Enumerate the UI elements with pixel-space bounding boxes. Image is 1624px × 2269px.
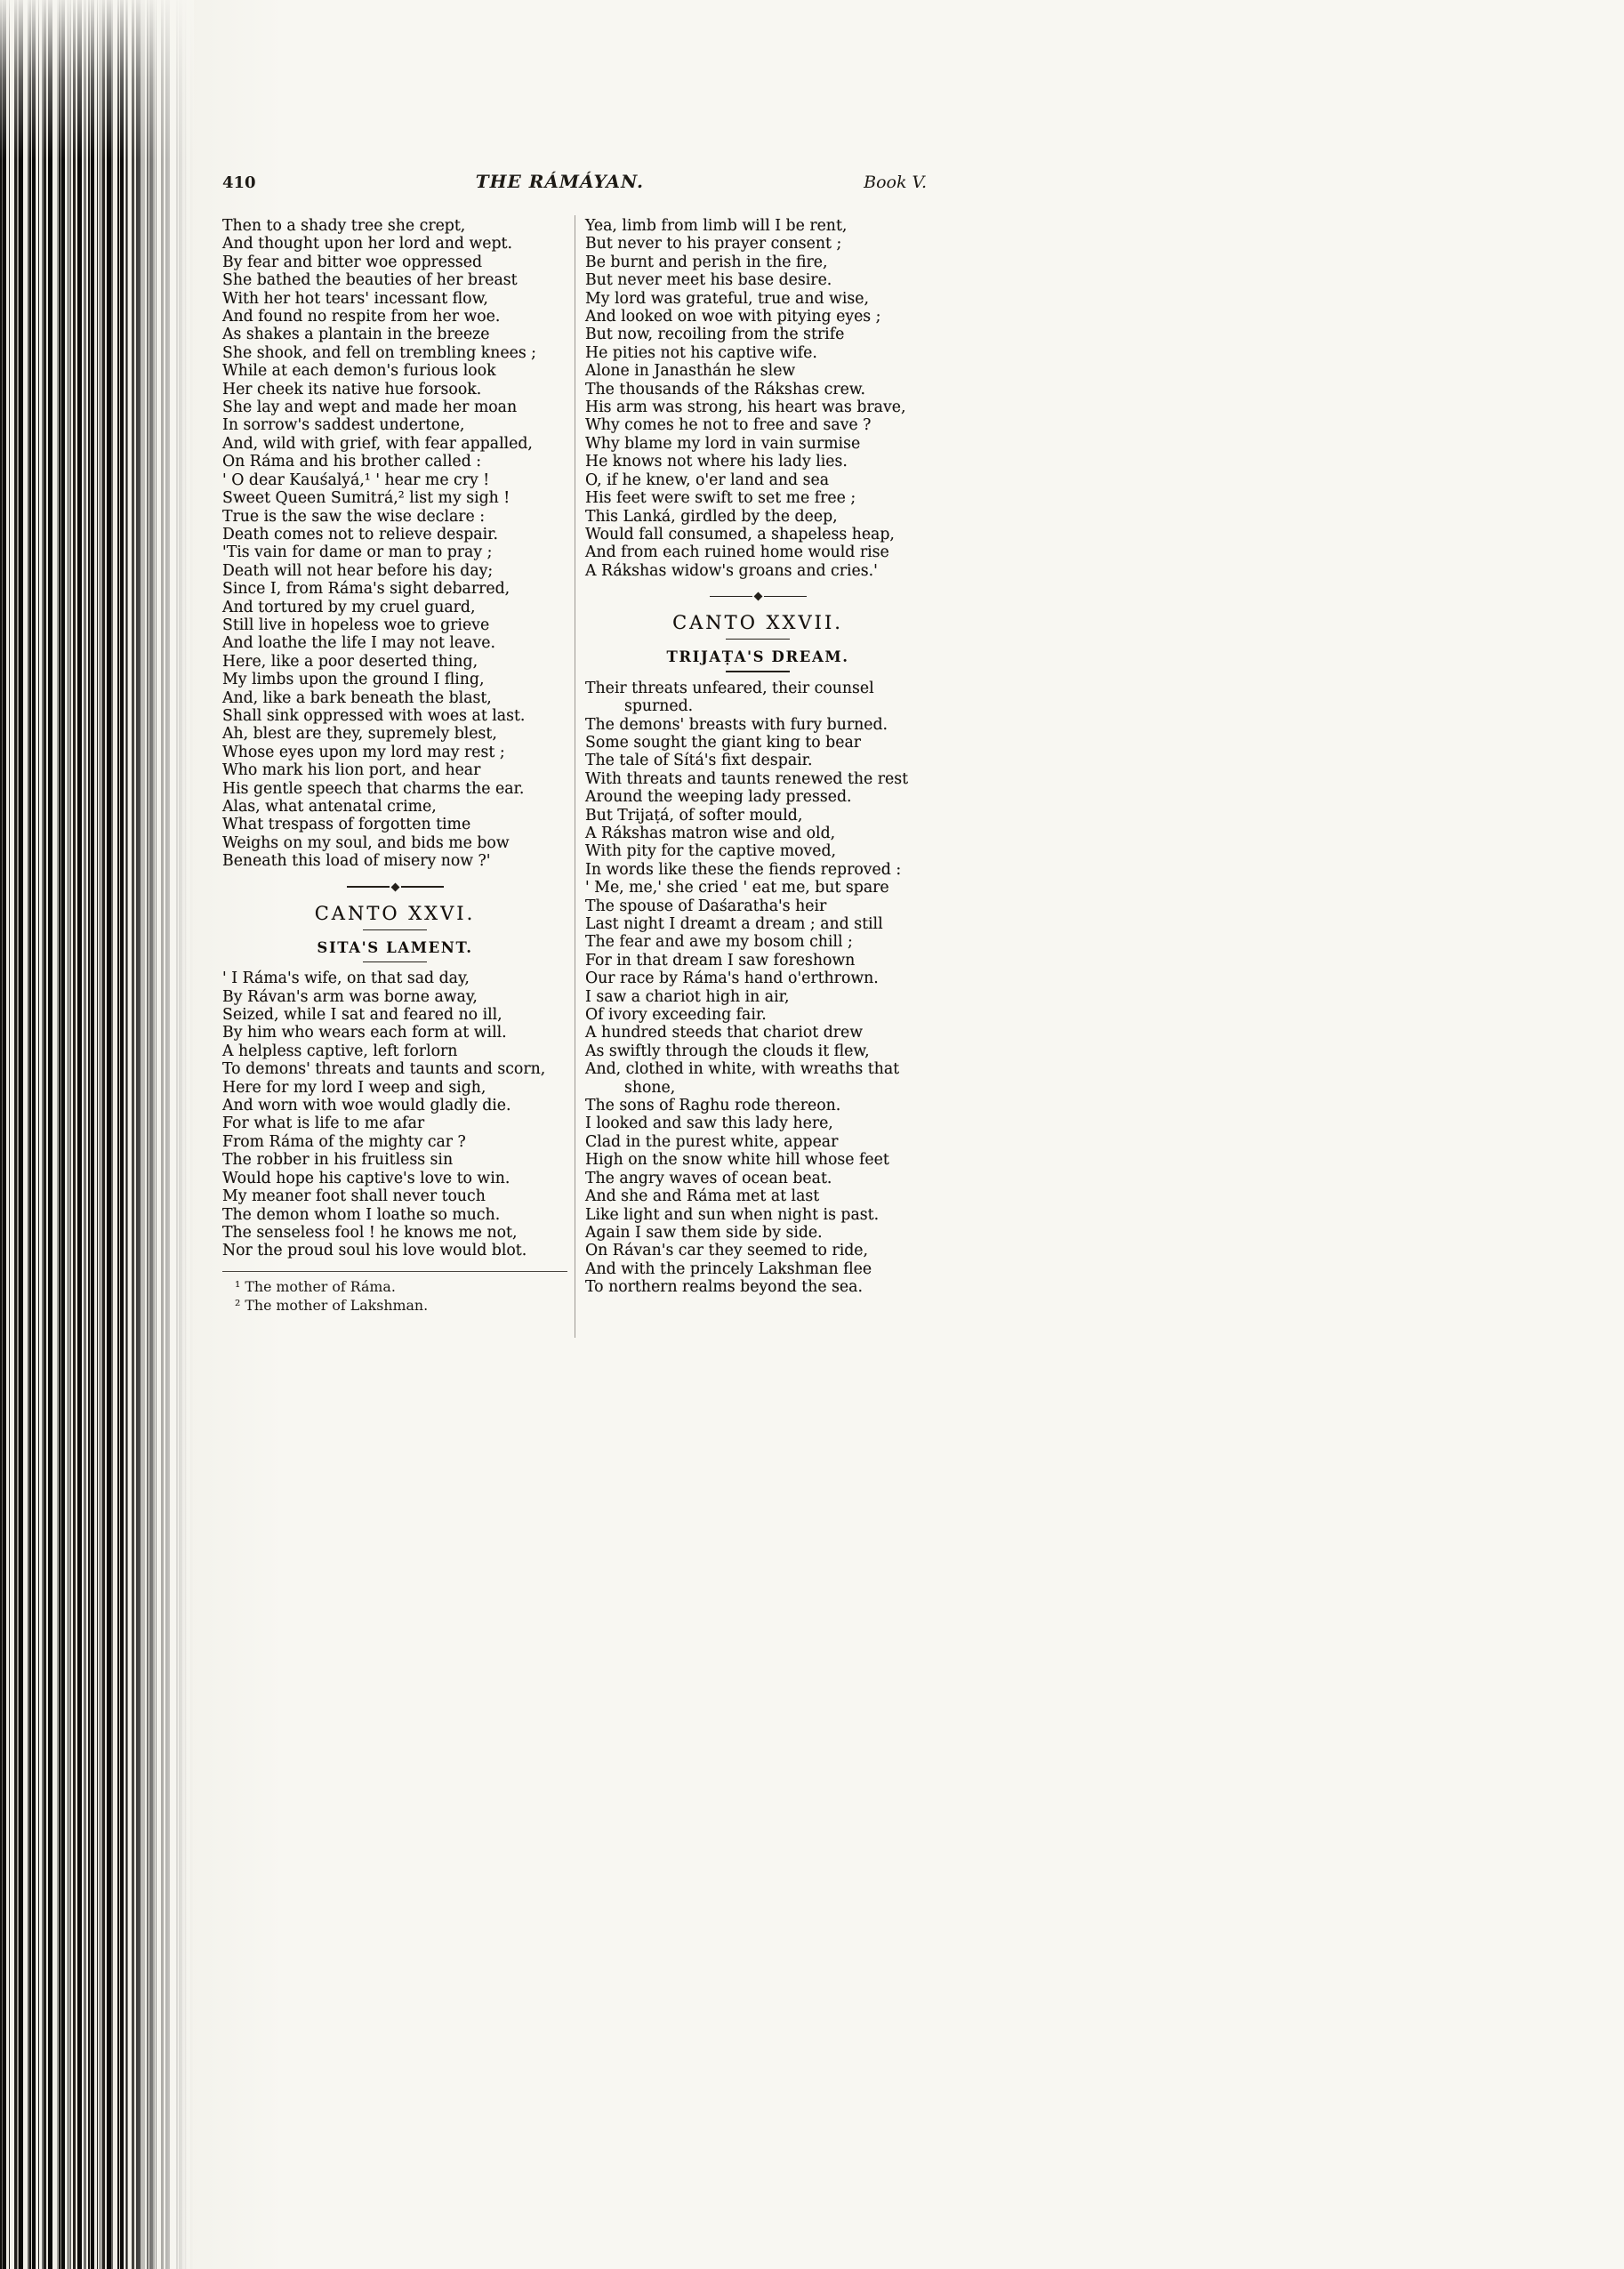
poem-line: On Ráma and his brother called : [222, 453, 482, 471]
footnote-line: ² The mother of Lakshman. [235, 1296, 429, 1314]
poem-line: His gentle speech that charms the ear. [222, 779, 525, 798]
poem-line: My lord was grateful, true and wise, [585, 289, 869, 308]
poem-canto-xxv-continued [222, 217, 567, 871]
poem-line: This Lanká, girdled by the deep, [585, 507, 838, 526]
poem-line: Whose eyes upon my lord may rest ; [222, 743, 505, 761]
poem-line: Here for my lord I weep and sigh, [222, 1078, 486, 1097]
poem-line: And loathe the life I may not leave. [222, 634, 495, 653]
poem-line: My meaner foot shall never touch [222, 1187, 486, 1206]
binding-shadow-artifact [0, 0, 194, 2269]
poem-line: ' O dear Kauśalyá,¹ ' hear me cry ! [222, 471, 490, 489]
poem-line: And from each ruined home would rise [585, 543, 889, 562]
poem-line: Since I, from Ráma's sight debarred, [222, 580, 511, 599]
poem-sitas-lament [222, 970, 567, 1260]
poem-line: And looked on woe with pitying eyes ; [585, 308, 881, 326]
heading-rule [363, 929, 427, 930]
left-column [222, 213, 567, 1315]
poem-line: I saw a chariot high in air, [585, 987, 790, 1006]
poem-line: Like light and sun when night is past. [585, 1205, 880, 1224]
canto-xxvi-heading: CANTO XXVI. [314, 902, 476, 924]
poem-line: By fear and bitter woe oppressed [222, 253, 483, 271]
poem-line: Around the weeping lady pressed. [585, 788, 852, 807]
poem-line: But Trijaṭá, of softer mould, [585, 806, 803, 825]
poem-line: Death comes not to relieve despair. [222, 525, 498, 543]
poem-line: A Rákshas matron wise and old, [585, 824, 836, 842]
poem-line: Of ivory exceeding fair. [585, 1006, 767, 1025]
heading-rule [726, 639, 790, 640]
subheading-rule [726, 671, 790, 672]
poem-line: Our race by Ráma's hand o'erthrown. [585, 970, 879, 988]
poem-line: Seized, while I sat and feared no ill, [222, 1006, 502, 1025]
poem-line: In words like these the fiends reproved : [585, 860, 902, 879]
poem-line: The tale of Sítá's fixt despair. [585, 752, 813, 770]
poem-line: A helpless captive, left forlorn [222, 1042, 458, 1060]
poem-line: Ah, blest are they, supremely blest, [222, 725, 497, 744]
footnotes [222, 1277, 567, 1315]
poem-line: But never to his prayer consent ; [585, 235, 842, 253]
poem-line: On Rávan's car they seemed to ride, [585, 1242, 869, 1260]
poem-line: And, wild with grief, with fear appalled, [222, 434, 533, 453]
poem-line: But never meet his base desire. [585, 271, 832, 290]
poem-line: A Rákshas widow's groans and cries.' [585, 561, 878, 580]
poem-line: In sorrow's saddest undertone, [222, 416, 465, 435]
poem-line: The thousands of the Rákshas crew. [585, 380, 866, 398]
poem-line: To demons' threats and taunts and scorn, [222, 1060, 546, 1079]
poem-line: As swiftly through the clouds it flew, [585, 1042, 870, 1060]
poem-line: The sons of Raghu rode thereon. [585, 1097, 841, 1115]
poem-line: With pity for the captive moved, [585, 842, 837, 861]
poem-line: Be burnt and perish in the fire, [585, 253, 828, 271]
divider-bar [347, 886, 390, 887]
poem-line: The fear and awe my bosom chill ; [585, 933, 853, 952]
poem-line: The spouse of Daśaratha's heir [585, 897, 827, 915]
poem-line: O, if he knew, o'er land and sea [585, 471, 830, 489]
page-number: 410 [222, 173, 256, 192]
poem-line: Weighs on my soul, and bids me bow [222, 833, 510, 852]
poem-line: And, clothed in white, with wreaths that [585, 1060, 900, 1079]
footnote-rule [222, 1271, 567, 1272]
divider-bar [764, 596, 807, 597]
right-column [585, 213, 930, 1297]
poem-line: The demon whom I loathe so much. [222, 1205, 501, 1224]
poem-line: Here, like a poor deserted thing, [222, 652, 478, 671]
poem-line: A hundred steeds that chariot drew [585, 1024, 864, 1042]
poem-line: By Rávan's arm was borne away, [222, 987, 478, 1006]
ornamental-divider [333, 884, 457, 890]
canto-xxvi-subheading: SITA'S LAMENT. [317, 938, 473, 956]
poem-line: Death will not hear before his day; [222, 561, 494, 580]
poem-line: His feet were swift to set me free ; [585, 489, 856, 508]
poem-line: ' Me, me,' she cried ' eat me, but spare [585, 879, 889, 897]
poem-line: True is the saw the wise declare : [222, 507, 486, 526]
poem-line: He pities not his captive wife. [585, 343, 817, 362]
poem-line: Who mark his lion port, and hear [222, 761, 481, 780]
divider-bar [401, 886, 444, 887]
poem-line: While at each demon's furious look [222, 362, 496, 381]
poem-line: Nor the proud soul his love would blot. [222, 1242, 527, 1260]
poem-line: And found no respite from her woe. [222, 308, 501, 326]
poem-line: For in that dream I saw foreshown [585, 951, 856, 970]
poem-line: And thought upon her lord and wept. [222, 235, 512, 253]
divider-bar [710, 596, 752, 597]
book-label: Book V. [864, 173, 927, 192]
poem-line: shone, [585, 1078, 676, 1097]
poem-line: Would hope his captive's love to win. [222, 1169, 511, 1187]
poem-line: My limbs upon the ground I fling, [222, 671, 485, 689]
poem-line: The demons' breasts with fury burned. [585, 715, 888, 734]
canto-xxvii-subheading: TRIJAṬA'S DREAM. [666, 648, 849, 666]
poem-line: High on the snow white hill whose feet [585, 1151, 889, 1170]
poem-line: Alone in Janasthán he slew [585, 362, 796, 381]
poem-line: I looked and saw this lady here, [585, 1114, 833, 1133]
poem-line: Yea, limb from limb will I be rent, [585, 217, 848, 235]
poem-line: But now, recoiling from the strife [585, 326, 845, 344]
poem-line: Why comes he not to free and save ? [585, 416, 872, 435]
poem-line: ' I Ráma's wife, on that sad day, [222, 970, 470, 988]
poem-line: Why blame my lord in vain surmise [585, 434, 861, 453]
poem-line: Would fall consumed, a shapeless heap, [585, 525, 895, 543]
poem-line: And she and Ráma met at last [585, 1187, 820, 1206]
poem-line: Their threats unfeared, their counsel [585, 679, 874, 697]
poem-line: Sweet Queen Sumitrá,² list my sigh ! [222, 489, 511, 508]
poem-sitas-lament-continued [585, 217, 930, 580]
poem-line: Clad in the purest white, appear [585, 1132, 839, 1151]
poem-line: Alas, what antenatal crime, [222, 798, 437, 816]
poem-line: 'Tis vain for dame or man to pray ; [222, 543, 493, 562]
poem-line: He knows not where his lady lies. [585, 453, 848, 471]
ornamental-divider [695, 593, 820, 599]
poem-line: For what is life to me afar [222, 1114, 425, 1133]
poem-line: spurned. [585, 697, 694, 716]
poem-line: What trespass of forgotten time [222, 816, 471, 834]
poem-line: To northern realms beyond the sea. [585, 1278, 863, 1297]
poem-line: And with the princely Lakshman flee [585, 1259, 872, 1278]
poem-line: Her cheek its native hue forsook. [222, 380, 482, 398]
poem-line: Beneath this load of misery now ?' [222, 852, 491, 871]
poem-line: Again I saw them side by side. [585, 1223, 823, 1242]
poem-line: And tortured by my cruel guard, [222, 598, 476, 616]
poem-line: With threats and taunts renewed the rest [585, 769, 909, 788]
poem-line: The senseless fool ! he knows me not, [222, 1223, 518, 1242]
poem-line: Still live in hopeless woe to grieve [222, 616, 490, 634]
footnote-line: ¹ The mother of Ráma. [235, 1277, 396, 1295]
poem-line: Then to a shady tree she crept, [222, 217, 466, 235]
poem-line: She shook, and fell on trembling knees ; [222, 343, 536, 362]
poem-line: With her hot tears' incessant flow, [222, 289, 488, 308]
poem-line: His arm was strong, his heart was brave, [585, 398, 906, 417]
canto-xxvii-heading: CANTO XXVII. [672, 612, 843, 634]
poem-line: The angry waves of ocean beat. [585, 1169, 832, 1187]
page-header [222, 171, 927, 192]
poem-line: Some sought the giant king to bear [585, 733, 862, 752]
divider-diamond-icon [390, 882, 399, 891]
poem-line: Last night I dreamt a dream ; and still [585, 915, 883, 933]
poem-line: The robber in his fruitless sin [222, 1151, 454, 1170]
poem-line: And worn with woe would gladly die. [222, 1097, 511, 1115]
divider-diamond-icon [753, 592, 762, 601]
poem-line: By him who wears each form at will. [222, 1024, 507, 1042]
poem-trijatas-dream [585, 680, 930, 1297]
poem-line: Shall sink oppressed with woes at last. [222, 706, 526, 725]
running-title: THE RÁMÁYAN. [475, 171, 644, 192]
poem-line: From Ráma of the mighty car ? [222, 1132, 466, 1151]
poem-line: She bathed the beauties of her breast [222, 271, 518, 290]
poem-line: She lay and wept and made her moan [222, 398, 518, 417]
poem-line: As shakes a plantain in the breeze [222, 326, 490, 344]
poem-line: And, like a bark beneath the blast, [222, 688, 492, 707]
